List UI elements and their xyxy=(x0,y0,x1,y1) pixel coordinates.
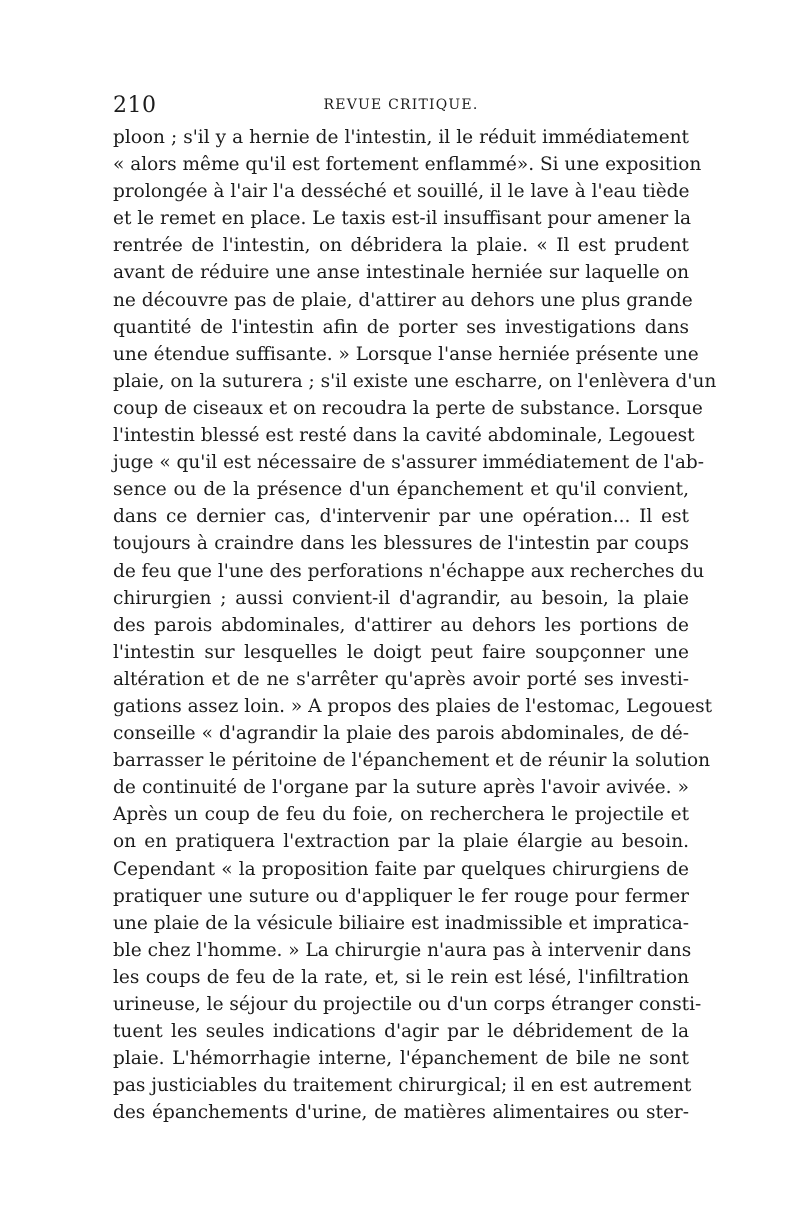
page-number: 210 xyxy=(113,93,157,118)
text-line: pratiquer une suture ou d'appliquer le fer rouge pour fermer xyxy=(113,885,689,907)
text-line: quantité de l'intestin afin de porter ses investigations dans xyxy=(113,316,689,338)
text-line: avant de réduire une anse intestinale herniée sur laquelle on xyxy=(113,262,689,284)
text-line: l'intestin sur lesquelles le doigt peut faire soupçonner une xyxy=(113,641,689,663)
text-line: conseille « d'agrandir la plaie des parois abdominales, de dé- xyxy=(113,723,689,745)
text-line: de feu que l'une des perforations n'échappe aux recherches du xyxy=(113,560,705,582)
text-line: rentrée de l'intestin, on débridera la plaie. « Il est prudent xyxy=(113,235,689,257)
text-line: une étendue suffisante. » Lorsque l'anse herniée présente une xyxy=(113,343,699,365)
text-line: ble chez l'homme. » La chirurgie n'aura pas à intervenir dans xyxy=(113,939,692,961)
text-line: juge « qu'il est nécessaire de s'assurer immédiatement de l'ab- xyxy=(113,452,704,474)
text-line: Cependant « la proposition faite par quelques chirurgiens de xyxy=(113,858,689,880)
text-line: « alors même qu'il est fortement enflammé». Si une exposition xyxy=(113,154,702,176)
text-line: ploon ; s'il y a hernie de l'intestin, il le réduit immédiatement xyxy=(113,127,689,148)
text-line: barrasser le péritoine de l'épanchement et de réunir la solution xyxy=(113,750,711,772)
text-line: de continuité de l'organe par la suture après l'avoir avivée. » xyxy=(113,777,689,799)
text-line: altération et de ne s'arrêter qu'après avoir porté ses investi- xyxy=(113,668,689,690)
text-line: pas justiciables du traitement chirurgical; il en est autrement xyxy=(113,1075,692,1097)
text-line: coup de ciseaux et on recoudra la perte de substance. Lorsque xyxy=(113,397,703,419)
text-line: et le remet en place. Le taxis est-il insuffisant pour amener la xyxy=(113,208,692,230)
body-text xyxy=(113,124,717,1126)
text-line: plaie, on la suturera ; s'il existe une escharre, on l'enlèvera d'un xyxy=(113,370,717,392)
text-line: toujours à craindre dans les blessures de l'intestin par coups xyxy=(113,533,689,555)
text-line: tuent les seules indications d'agir par le débridement de la xyxy=(113,1021,689,1043)
text-line: sence ou de la présence d'un épanchement et qu'il convient, xyxy=(113,479,689,501)
text-line: on en pratiquera l'extraction par la plaie élargie au besoin. xyxy=(113,831,689,853)
text-line: chirurgien ; aussi convient-il d'agrandir, au besoin, la plaie xyxy=(113,587,689,609)
text-line: ne découvre pas de plaie, d'attirer au dehors une plus grande xyxy=(113,289,693,311)
text-line: des épanchements d'urine, de matières alimentaires ou ster- xyxy=(113,1102,689,1124)
text-line: Après un coup de feu du foie, on recherchera le projectile et xyxy=(113,804,689,826)
text-line: des parois abdominales, d'attirer au dehors les portions de xyxy=(113,614,689,636)
text-line: dans ce dernier cas, d'intervenir par une opération... Il est xyxy=(113,506,689,528)
page-header xyxy=(113,93,689,123)
text-line: prolongée à l'air l'a desséché et souillé, il le lave à l'eau tiède xyxy=(113,181,690,203)
text-line: l'intestin blessé est resté dans la cavité abdominale, Legouest xyxy=(113,425,695,447)
text-line: une plaie de la vésicule biliaire est inadmissible et impratica- xyxy=(113,912,689,934)
text-line: plaie. L'hémorrhagie interne, l'épanchement de bile ne sont xyxy=(113,1048,689,1070)
text-line: urineuse, le séjour du projectile ou d'un corps étranger consti- xyxy=(113,994,702,1015)
running-title: REVUE CRITIQUE. xyxy=(323,97,479,113)
text-line: gations assez loin. » A propos des plaies de l'estomac, Legouest xyxy=(113,695,713,717)
text-line: les coups de feu de la rate, et, si le rein est lésé, l'infiltration xyxy=(113,966,689,988)
